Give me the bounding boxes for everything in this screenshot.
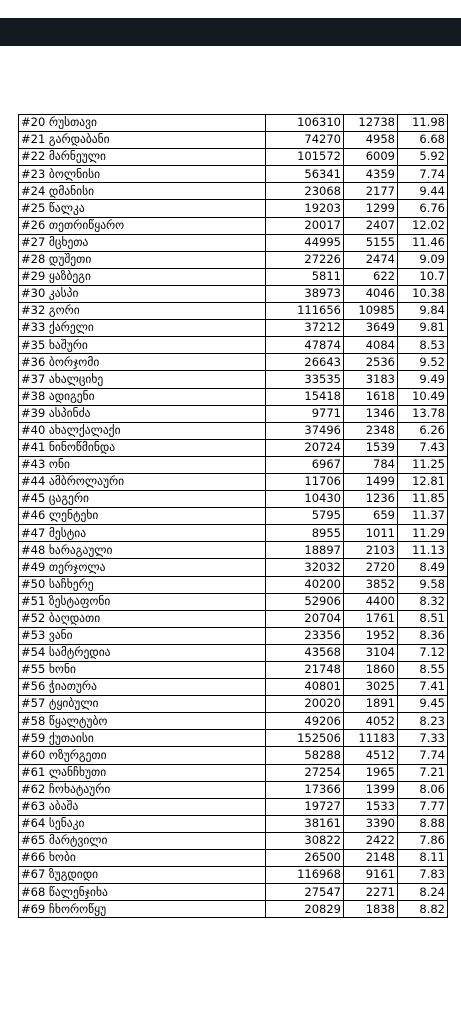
value-b-cell: 1838 <box>344 901 398 918</box>
table-row <box>19 234 448 251</box>
value-a-cell: 40200 <box>266 576 344 593</box>
value-a-cell: 37496 <box>266 422 344 439</box>
value-c-cell: 8.55 <box>398 662 448 679</box>
table-row <box>19 354 448 371</box>
value-a-cell: 21748 <box>266 662 344 679</box>
value-b-cell: 10985 <box>344 303 398 320</box>
table-row <box>19 850 448 867</box>
district-name-cell: #22 მარნეული <box>19 149 266 166</box>
value-a-cell: 11706 <box>266 473 344 490</box>
value-a-cell: 26500 <box>266 850 344 867</box>
district-name-cell: #21 გარდაბანი <box>19 132 266 149</box>
value-a-cell: 26643 <box>266 354 344 371</box>
value-a-cell: 27547 <box>266 884 344 901</box>
value-a-cell: 37212 <box>266 320 344 337</box>
value-c-cell: 7.74 <box>398 166 448 183</box>
district-name-cell: #23 ბოლნისი <box>19 166 266 183</box>
data-table <box>18 114 448 918</box>
district-name-cell: #29 ყაზბეგი <box>19 268 266 285</box>
table-row <box>19 559 448 576</box>
value-c-cell: 8.24 <box>398 884 448 901</box>
table-row <box>19 166 448 183</box>
district-name-cell: #63 აბაშა <box>19 798 266 815</box>
table-row <box>19 764 448 781</box>
value-b-cell: 1499 <box>344 473 398 490</box>
value-c-cell: 11.46 <box>398 234 448 251</box>
value-b-cell: 3104 <box>344 644 398 661</box>
value-c-cell: 11.98 <box>398 115 448 132</box>
value-b-cell: 4084 <box>344 337 398 354</box>
value-a-cell: 52906 <box>266 593 344 610</box>
value-c-cell: 9.52 <box>398 354 448 371</box>
value-a-cell: 111656 <box>266 303 344 320</box>
value-a-cell: 20017 <box>266 217 344 234</box>
value-c-cell: 8.51 <box>398 610 448 627</box>
district-name-cell: #69 ჩხოროწყუ <box>19 901 266 918</box>
value-b-cell: 4046 <box>344 285 398 302</box>
district-name-cell: #24 დმანისი <box>19 183 266 200</box>
value-b-cell: 3390 <box>344 815 398 832</box>
district-name-cell: #35 ხაშური <box>19 337 266 354</box>
value-c-cell: 9.09 <box>398 251 448 268</box>
value-a-cell: 101572 <box>266 149 344 166</box>
district-name-cell: #40 ახალქალაქი <box>19 422 266 439</box>
value-b-cell: 4359 <box>344 166 398 183</box>
value-b-cell: 1399 <box>344 781 398 798</box>
value-b-cell: 2271 <box>344 884 398 901</box>
value-c-cell: 10.38 <box>398 285 448 302</box>
value-c-cell: 7.33 <box>398 730 448 747</box>
value-c-cell: 7.41 <box>398 679 448 696</box>
district-name-cell: #54 სამტრედია <box>19 644 266 661</box>
value-a-cell: 116968 <box>266 867 344 884</box>
district-name-cell: #47 მესტია <box>19 525 266 542</box>
value-c-cell: 11.37 <box>398 508 448 525</box>
value-a-cell: 27226 <box>266 251 344 268</box>
table-row <box>19 439 448 456</box>
district-name-cell: #53 ვანი <box>19 627 266 644</box>
table-row <box>19 815 448 832</box>
table-row <box>19 593 448 610</box>
value-b-cell: 3025 <box>344 679 398 696</box>
value-a-cell: 20829 <box>266 901 344 918</box>
table-row <box>19 867 448 884</box>
table-row <box>19 473 448 490</box>
district-name-cell: #39 ასპინძა <box>19 405 266 422</box>
value-a-cell: 74270 <box>266 132 344 149</box>
table-row <box>19 679 448 696</box>
value-b-cell: 1346 <box>344 405 398 422</box>
district-name-cell: #26 თეთრიწყარო <box>19 217 266 234</box>
value-a-cell: 8955 <box>266 525 344 542</box>
table-row <box>19 798 448 815</box>
district-name-cell: #36 ბორჯომი <box>19 354 266 371</box>
value-b-cell: 3649 <box>344 320 398 337</box>
value-a-cell: 17366 <box>266 781 344 798</box>
value-a-cell: 106310 <box>266 115 344 132</box>
value-a-cell: 23068 <box>266 183 344 200</box>
value-a-cell: 43568 <box>266 644 344 661</box>
table-row <box>19 149 448 166</box>
table-row <box>19 781 448 798</box>
value-c-cell: 13.78 <box>398 405 448 422</box>
value-c-cell: 7.74 <box>398 747 448 764</box>
district-name-cell: #25 წალკა <box>19 200 266 217</box>
value-b-cell: 659 <box>344 508 398 525</box>
district-name-cell: #55 ხონი <box>19 662 266 679</box>
district-name-cell: #37 ახალციხე <box>19 371 266 388</box>
value-a-cell: 10430 <box>266 491 344 508</box>
district-name-cell: #27 მცხეთა <box>19 234 266 251</box>
value-a-cell: 20724 <box>266 439 344 456</box>
value-c-cell: 5.92 <box>398 149 448 166</box>
value-c-cell: 7.77 <box>398 798 448 815</box>
table-row <box>19 576 448 593</box>
value-b-cell: 4512 <box>344 747 398 764</box>
value-c-cell: 8.36 <box>398 627 448 644</box>
value-a-cell: 5795 <box>266 508 344 525</box>
value-a-cell: 20704 <box>266 610 344 627</box>
value-c-cell: 9.81 <box>398 320 448 337</box>
value-c-cell: 8.82 <box>398 901 448 918</box>
district-name-cell: #62 ჩოხატაური <box>19 781 266 798</box>
value-b-cell: 2177 <box>344 183 398 200</box>
value-a-cell: 56341 <box>266 166 344 183</box>
table-row <box>19 251 448 268</box>
district-name-cell: #33 ქარელი <box>19 320 266 337</box>
district-name-cell: #48 ხარაგაული <box>19 542 266 559</box>
value-b-cell: 2103 <box>344 542 398 559</box>
table-row <box>19 183 448 200</box>
value-c-cell: 8.53 <box>398 337 448 354</box>
value-c-cell: 9.45 <box>398 696 448 713</box>
district-name-cell: #49 თერჯოლა <box>19 559 266 576</box>
table-row <box>19 132 448 149</box>
value-c-cell: 9.44 <box>398 183 448 200</box>
value-a-cell: 19203 <box>266 200 344 217</box>
table-row <box>19 388 448 405</box>
value-b-cell: 2720 <box>344 559 398 576</box>
value-a-cell: 19727 <box>266 798 344 815</box>
value-c-cell: 11.25 <box>398 456 448 473</box>
district-name-cell: #38 ადიგენი <box>19 388 266 405</box>
value-c-cell: 8.88 <box>398 815 448 832</box>
value-c-cell: 7.86 <box>398 832 448 849</box>
value-a-cell: 15418 <box>266 388 344 405</box>
value-a-cell: 38973 <box>266 285 344 302</box>
table-row <box>19 525 448 542</box>
value-b-cell: 1539 <box>344 439 398 456</box>
value-b-cell: 1965 <box>344 764 398 781</box>
table-row <box>19 422 448 439</box>
table-row <box>19 713 448 730</box>
value-b-cell: 1011 <box>344 525 398 542</box>
district-name-cell: #28 დუშეთი <box>19 251 266 268</box>
table-row <box>19 115 448 132</box>
top-bar <box>0 18 461 46</box>
district-name-cell: #30 კასპი <box>19 285 266 302</box>
value-b-cell: 4052 <box>344 713 398 730</box>
value-b-cell: 622 <box>344 268 398 285</box>
district-name-cell: #41 ნინოწმინდა <box>19 439 266 456</box>
district-name-cell: #32 გორი <box>19 303 266 320</box>
value-b-cell: 3852 <box>344 576 398 593</box>
value-a-cell: 18897 <box>266 542 344 559</box>
district-name-cell: #50 საჩხერე <box>19 576 266 593</box>
value-c-cell: 11.13 <box>398 542 448 559</box>
value-c-cell: 12.81 <box>398 473 448 490</box>
district-name-cell: #60 ოზურგეთი <box>19 747 266 764</box>
value-c-cell: 8.23 <box>398 713 448 730</box>
value-b-cell: 2407 <box>344 217 398 234</box>
table-row <box>19 644 448 661</box>
value-a-cell: 23356 <box>266 627 344 644</box>
district-name-cell: #56 ჭიათურა <box>19 679 266 696</box>
table-row <box>19 508 448 525</box>
value-b-cell: 1891 <box>344 696 398 713</box>
value-a-cell: 5811 <box>266 268 344 285</box>
value-b-cell: 2422 <box>344 832 398 849</box>
value-b-cell: 9161 <box>344 867 398 884</box>
value-a-cell: 6967 <box>266 456 344 473</box>
value-c-cell: 11.85 <box>398 491 448 508</box>
table-row <box>19 662 448 679</box>
value-b-cell: 1236 <box>344 491 398 508</box>
value-b-cell: 2474 <box>344 251 398 268</box>
value-b-cell: 3183 <box>344 371 398 388</box>
value-b-cell: 1299 <box>344 200 398 217</box>
district-name-cell: #65 მარტვილი <box>19 832 266 849</box>
value-b-cell: 1952 <box>344 627 398 644</box>
district-name-cell: #61 ლანჩხუთი <box>19 764 266 781</box>
value-c-cell: 12.02 <box>398 217 448 234</box>
value-a-cell: 32032 <box>266 559 344 576</box>
value-c-cell: 8.06 <box>398 781 448 798</box>
value-c-cell: 8.11 <box>398 850 448 867</box>
value-b-cell: 1860 <box>344 662 398 679</box>
value-b-cell: 2536 <box>344 354 398 371</box>
value-b-cell: 2348 <box>344 422 398 439</box>
value-c-cell: 9.84 <box>398 303 448 320</box>
value-b-cell: 12738 <box>344 115 398 132</box>
value-c-cell: 9.49 <box>398 371 448 388</box>
value-b-cell: 11183 <box>344 730 398 747</box>
district-name-cell: #64 სენაკი <box>19 815 266 832</box>
value-b-cell: 1761 <box>344 610 398 627</box>
value-a-cell: 9771 <box>266 405 344 422</box>
table-row <box>19 217 448 234</box>
value-c-cell: 8.49 <box>398 559 448 576</box>
value-c-cell: 6.76 <box>398 200 448 217</box>
table-row <box>19 696 448 713</box>
district-name-cell: #68 წალენჯიხა <box>19 884 266 901</box>
table-row <box>19 285 448 302</box>
value-a-cell: 58288 <box>266 747 344 764</box>
value-a-cell: 27254 <box>266 764 344 781</box>
value-b-cell: 5155 <box>344 234 398 251</box>
value-c-cell: 9.58 <box>398 576 448 593</box>
district-name-cell: #52 ბაღდათი <box>19 610 266 627</box>
value-c-cell: 7.21 <box>398 764 448 781</box>
district-name-cell: #45 ცაგერი <box>19 491 266 508</box>
value-a-cell: 30822 <box>266 832 344 849</box>
table-row <box>19 542 448 559</box>
value-a-cell: 38161 <box>266 815 344 832</box>
table-row <box>19 320 448 337</box>
table-row <box>19 627 448 644</box>
value-a-cell: 44995 <box>266 234 344 251</box>
table-row <box>19 901 448 918</box>
district-name-cell: #46 ლენტეხი <box>19 508 266 525</box>
table-row <box>19 200 448 217</box>
value-c-cell: 11.29 <box>398 525 448 542</box>
table-row <box>19 491 448 508</box>
value-b-cell: 6009 <box>344 149 398 166</box>
table-body <box>19 115 448 918</box>
value-c-cell: 6.26 <box>398 422 448 439</box>
district-name-cell: #51 ზესტაფონი <box>19 593 266 610</box>
district-name-cell: #43 ონი <box>19 456 266 473</box>
value-b-cell: 2148 <box>344 850 398 867</box>
district-name-cell: #59 ქუთაისი <box>19 730 266 747</box>
table-row <box>19 303 448 320</box>
value-a-cell: 20020 <box>266 696 344 713</box>
value-c-cell: 7.12 <box>398 644 448 661</box>
table-row <box>19 884 448 901</box>
value-a-cell: 152506 <box>266 730 344 747</box>
table-row <box>19 747 448 764</box>
value-c-cell: 7.43 <box>398 439 448 456</box>
value-c-cell: 7.83 <box>398 867 448 884</box>
table-row <box>19 832 448 849</box>
table-row <box>19 371 448 388</box>
value-c-cell: 8.32 <box>398 593 448 610</box>
value-b-cell: 1533 <box>344 798 398 815</box>
value-c-cell: 10.49 <box>398 388 448 405</box>
table-row <box>19 610 448 627</box>
district-name-cell: #66 ხობი <box>19 850 266 867</box>
value-c-cell: 6.68 <box>398 132 448 149</box>
value-b-cell: 784 <box>344 456 398 473</box>
table-row <box>19 405 448 422</box>
table-row <box>19 456 448 473</box>
value-b-cell: 4958 <box>344 132 398 149</box>
district-name-cell: #67 ზუგდიდი <box>19 867 266 884</box>
district-name-cell: #20 რუსთავი <box>19 115 266 132</box>
value-b-cell: 4400 <box>344 593 398 610</box>
district-name-cell: #44 ამბროლაური <box>19 473 266 490</box>
district-name-cell: #58 წყალტუბო <box>19 713 266 730</box>
value-a-cell: 40801 <box>266 679 344 696</box>
table-row <box>19 268 448 285</box>
value-a-cell: 33535 <box>266 371 344 388</box>
value-b-cell: 1618 <box>344 388 398 405</box>
table-row <box>19 337 448 354</box>
district-name-cell: #57 ტყიბული <box>19 696 266 713</box>
value-a-cell: 47874 <box>266 337 344 354</box>
value-a-cell: 49206 <box>266 713 344 730</box>
value-c-cell: 10.7 <box>398 268 448 285</box>
table-row <box>19 730 448 747</box>
